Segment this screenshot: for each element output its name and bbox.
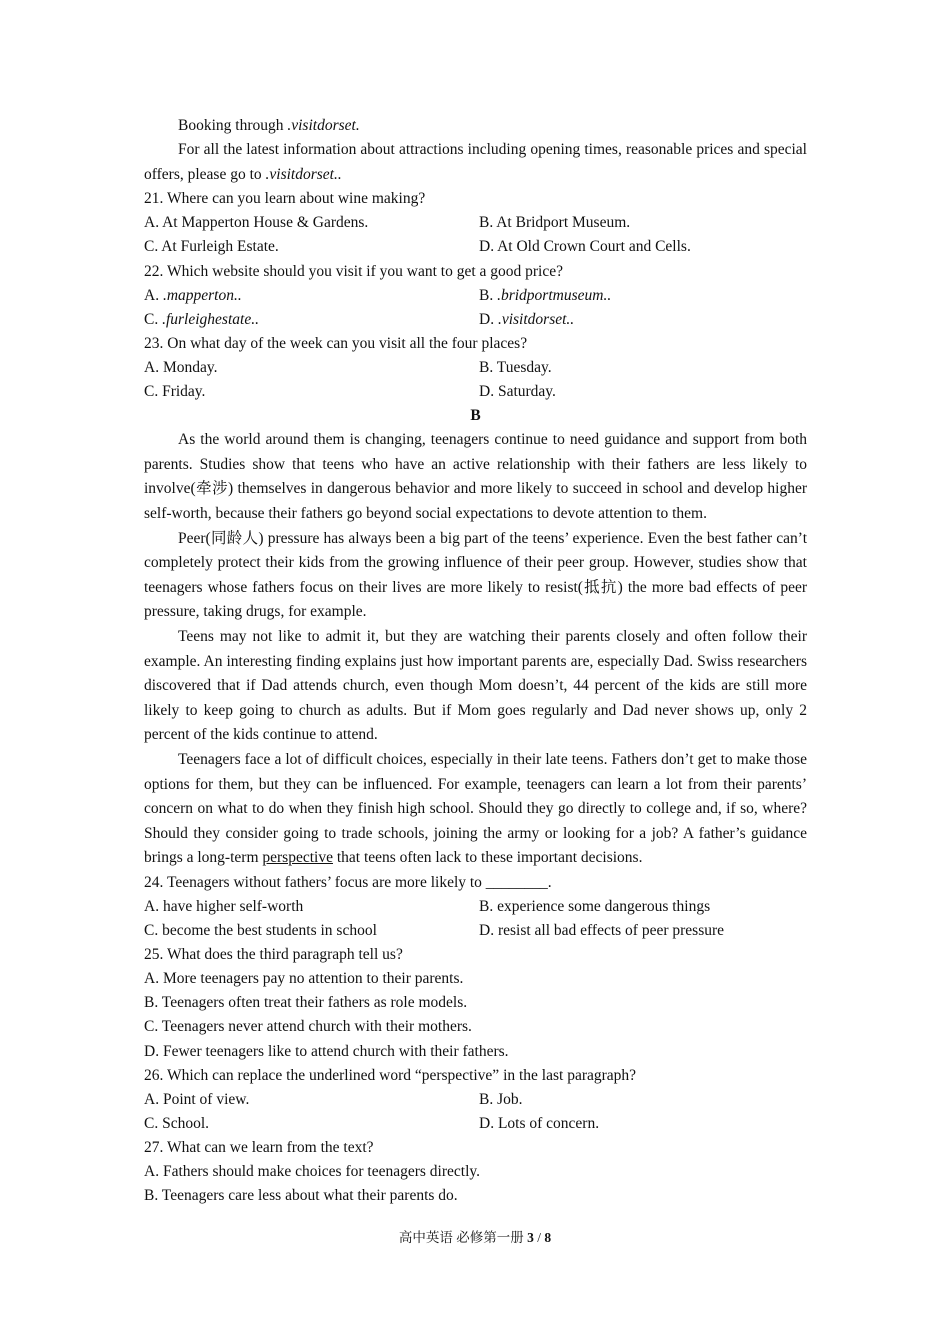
- info-text: For all the latest information about attractions including opening times, reasonable prices and special offers, please go to: [144, 141, 807, 183]
- question-21-options-row1: [144, 211, 807, 235]
- question-25-stem: 25. What does the third paragraph tell us?: [144, 946, 403, 964]
- question-23-options-row2: [144, 380, 807, 404]
- option-22-a: [144, 284, 479, 308]
- question-22-options-row1: [144, 284, 807, 308]
- question-24-options-row1: [144, 895, 807, 919]
- option-21-a: A. At Mapperton House & Gardens.: [144, 214, 369, 232]
- passage-paragraph-1: As the world around them is changing, teenagers continue to need guidance and support from both parents. Studies show that teens who have an active relationship with their fathers are less likely to involve(牵涉) themselves in dangerous behavior and more likely to succeed in school and develop higher self-worth, because their fathers go beyond social expectations to devote attention to them.: [144, 431, 807, 522]
- question-24-options-row2: [144, 919, 807, 943]
- option-27-b: B. Teenagers care less about what their parents do.: [144, 1187, 458, 1205]
- option-22-d-site: .visitdorset..: [497, 310, 575, 328]
- question-22-stem: 22. Which website should you visit if you want to get a good price?: [144, 262, 563, 280]
- option-21-d: D. At Old Crown Court and Cells.: [479, 238, 691, 256]
- question-24-stem: 24. Teenagers without fathers’ focus are more likely to ________.: [144, 873, 552, 891]
- option-24-a: A. have higher self-worth: [144, 898, 304, 915]
- booking-site: .visitdorset.: [287, 117, 360, 134]
- option-22-b-site: .bridportmuseum..: [497, 286, 612, 304]
- option-23-d: D. Saturday.: [479, 383, 556, 401]
- option-26-a: A. Point of view.: [144, 1090, 250, 1108]
- info-paragraph: [144, 138, 807, 187]
- option-22-c: [144, 308, 479, 332]
- option-25-a: A. More teenagers pay no attention to their parents.: [144, 970, 464, 988]
- question-26-stem: 26. Which can replace the underlined word “perspective” in the last paragraph?: [144, 1066, 637, 1084]
- option-24-b: B. experience some dangerous things: [479, 898, 711, 915]
- passage-paragraph-4: [144, 748, 807, 871]
- option-26-d: D. Lots of concern.: [479, 1114, 600, 1132]
- question-27-stem: 27. What can we learn from the text?: [144, 1138, 374, 1156]
- footer-book-title: 高中英语 必修第一册: [398, 1230, 528, 1245]
- footer-separator: /: [533, 1230, 545, 1245]
- question-22-options-row2: [144, 308, 807, 332]
- option-22-d: [479, 308, 807, 332]
- option-22-b: [479, 284, 807, 308]
- option-22-a-site: .mapperton..: [162, 286, 242, 304]
- info-site: .visitdorset..: [265, 165, 342, 183]
- footer-page-total: 8: [544, 1230, 552, 1245]
- option-27-a: A. Fathers should make choices for teenagers directly.: [144, 1163, 481, 1181]
- booking-line: [144, 114, 807, 138]
- option-21-b: B. At Bridport Museum.: [479, 214, 631, 232]
- option-26-b: B. Job.: [479, 1090, 523, 1108]
- option-22-a-letter: A.: [144, 286, 163, 304]
- option-22-c-site: .furleighestate..: [162, 310, 259, 328]
- option-24-c: C. become the best students in school: [144, 922, 377, 940]
- section-b-heading: B: [470, 407, 481, 425]
- option-23-a: A. Monday.: [144, 358, 218, 376]
- question-21-options-row2: [144, 235, 807, 259]
- option-24-d: D. resist all bad effects of peer pressure: [479, 922, 725, 940]
- option-22-c-letter: C.: [144, 310, 163, 328]
- question-21-stem: 21. Where can you learn about wine making?: [144, 190, 426, 208]
- paragraph-4-end: that teens often lack to these important decisions.: [332, 849, 643, 867]
- underlined-word: perspective: [262, 849, 333, 867]
- question-23-stem: 23. On what day of the week can you visit all the four places?: [144, 334, 528, 352]
- option-25-b: B. Teenagers often treat their fathers as role models.: [144, 994, 468, 1012]
- option-26-c: C. School.: [144, 1114, 210, 1132]
- paragraph-4-text: Teenagers face a lot of difficult choices, especially in their late teens. Fathers don’t get to make those options for them, but they can be influenced. For example, teenagers can learn a lot from their parents’ concern on what to do when they finish high school. Should they go directly to college and, if so, where? Should they consider going to trade schools, joining the army or looking for a job? A father’s guidance brings a long-term: [144, 750, 807, 867]
- option-22-b-letter: B.: [479, 286, 498, 304]
- option-21-c: C. At Furleigh Estate.: [144, 238, 279, 256]
- question-23-options-row1: [144, 356, 807, 380]
- question-26-options-row2: [144, 1112, 807, 1136]
- document-page: [144, 114, 807, 1208]
- footer-page-number: 3: [527, 1230, 534, 1245]
- question-26-options-row1: [144, 1088, 807, 1112]
- option-22-d-letter: D.: [479, 310, 498, 328]
- option-25-d: D. Fewer teenagers like to attend church with their fathers.: [144, 1042, 509, 1060]
- passage-paragraph-3: Teens may not like to admit it, but they are watching their parents closely and often follow their example. An interesting finding explains just how important parents are, especially Dad. Swiss researchers discovered that if Dad attends church, even though Mom doesn’t, 44 percent of the kids are still more likely to keep going to church as adults. But if Mom goes regularly and Dad never shows up, only 2 percent of the kids continue to attend.: [144, 627, 807, 744]
- page-footer: [0, 1228, 950, 1248]
- booking-prefix: Booking through: [178, 117, 288, 134]
- option-23-b: B. Tuesday.: [479, 358, 552, 376]
- option-25-c: C. Teenagers never attend church with their mothers.: [144, 1018, 472, 1036]
- option-23-c: C. Friday.: [144, 383, 206, 401]
- passage-paragraph-2: Peer(同龄人) pressure has always been a big part of the teens’ experience. Even the best father can’t completely protect their kids from the growing influence of their peer group. However, studies show that teenagers whose fathers focus on their lives are more likely to resist(抵抗) the more bad effects of peer pressure, taking drugs, for example.: [144, 529, 807, 621]
